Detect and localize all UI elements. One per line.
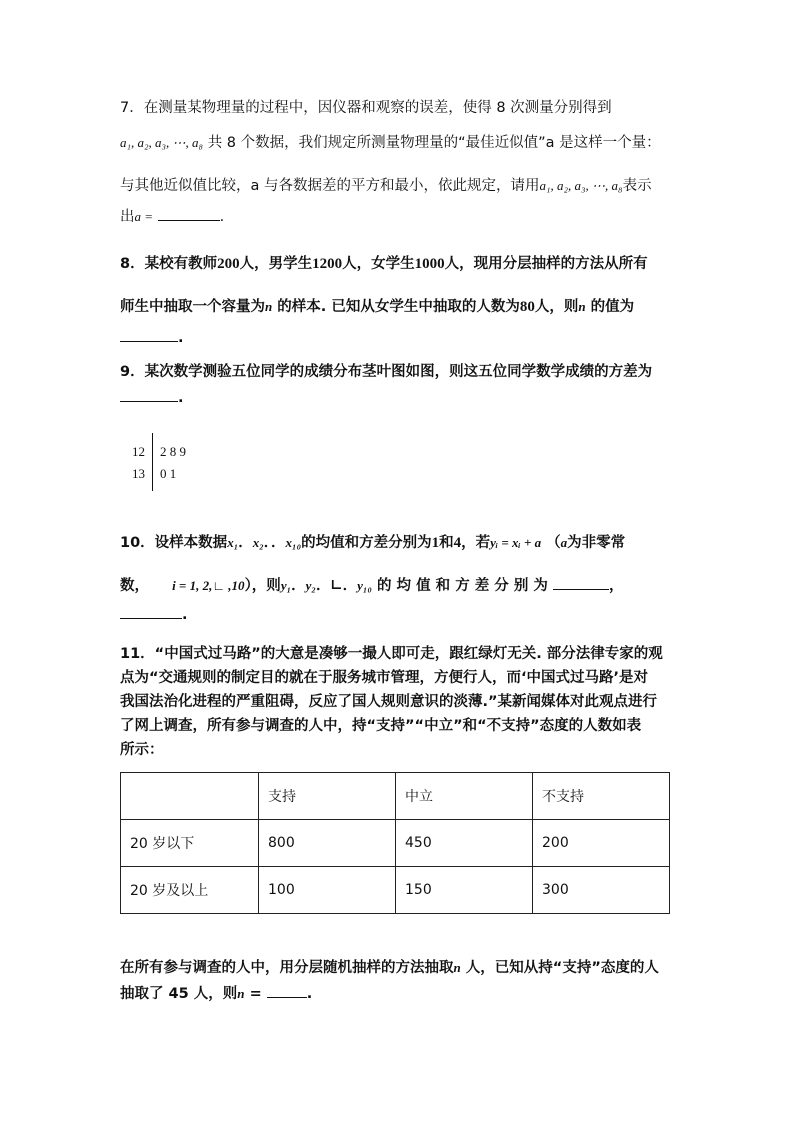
table-header: 不支持 [533, 773, 670, 820]
q10-line3: . [120, 604, 188, 625]
table-cell: 20 岁及以上 [121, 867, 259, 914]
q11-line1: 11．“中国式过马路”的大意是凑够一撮人即可走，跟红绿灯无关. 部分法律专家的观 [120, 646, 663, 662]
q11-answer-blank[interactable] [267, 983, 307, 998]
q11-after-line1: 在所有参与调查的人中，用分层随机抽样的方法抽取n 人，已知从持“支持”态度的人 [120, 960, 659, 976]
q7-vars-2: a₁, a₂, a₃, ⋯, a₈ [539, 178, 623, 193]
table-cell: 20 岁以下 [121, 820, 259, 867]
table-cell: 800 [259, 820, 396, 867]
q11-line2: 点为“交通规则的制定目的就在于服务城市管理，方便行人，而‘中国式过马路’是对 [120, 670, 649, 686]
table-cell [121, 773, 259, 820]
q7-line4: 出a = . [120, 206, 224, 227]
table-cell: 300 [533, 867, 670, 914]
q7-line1: 7．在测量某物理量的过程中，因仪器和观察的误差，使得 8 次测量分别得到 [120, 100, 612, 116]
table-cell: 100 [259, 867, 396, 914]
q11-line5: 所示： [120, 742, 164, 758]
stem-2: 13 [132, 466, 145, 481]
q7-line2: a₁, a₂, a₃, ⋯, a₈ 共 8 个数据，我们规定所测量物理量的“最佳近似值”a 是这样一个量： [120, 135, 661, 151]
q10-mean-blank[interactable] [553, 575, 609, 590]
q8-answer-blank[interactable] [120, 327, 178, 342]
q10-line1: 10．设样本数据x₁．x₂．．x₁₀的均值和方差分别为1和4，若yᵢ = xᵢ + a （a为非零常 [120, 535, 626, 551]
q9-line1: 9．某次数学测验五位同学的成绩分布茎叶图如图，则这五位同学数学成绩的方差为 [120, 364, 653, 380]
table-cell: 450 [396, 820, 533, 867]
q9-line2: . [120, 387, 184, 408]
table-header-row [121, 773, 670, 820]
survey-table [120, 772, 670, 914]
table-row [121, 867, 670, 914]
leaves-1: 2 8 9 [160, 444, 186, 459]
table-header: 支持 [259, 773, 396, 820]
q11-line3: 我国法治化进程的严重阻碍，反应了国人规则意识的淡薄.”某新闻媒体对此观点进行 [120, 694, 658, 710]
table-header: 中立 [396, 773, 533, 820]
q8-line2: 师生中抽取一个容量为n 的样本. 已知从女学生中抽取的人数为80人，则n 的值为 [120, 299, 635, 315]
q10-variance-blank[interactable] [120, 604, 182, 619]
table-row [121, 820, 670, 867]
q7-answer-blank[interactable] [158, 206, 220, 221]
q8-line3: . [120, 327, 184, 348]
q7-line3: 与其他近似值比较，a 与各数据差的平方和最小，依此规定，请用a₁, a₂, a₃, ⋯, a₈表示 [120, 178, 652, 194]
q7-vars: a₁, a₂, a₃, ⋯, a₈ [120, 135, 204, 150]
table-cell: 150 [396, 867, 533, 914]
stem-divider [152, 433, 153, 491]
leaves-2: 0 1 [160, 466, 177, 481]
q11-after-line2: 抽取了 45 人，则n = . [120, 983, 312, 1004]
table-cell: 200 [533, 820, 670, 867]
q9-answer-blank[interactable] [120, 387, 178, 402]
q8-line1: 8．某校有教师200人，男学生1200人，女学生1000人，现用分层抽样的方法从所有 [120, 256, 648, 272]
q11-line4: 了网上调查，所有参与调查的人中，持“支持”“中立”和“不支持”态度的人数如表 [120, 718, 642, 734]
q10-line2: 数， i = 1, 2,∟ ,10），则y₁．y₂．∟．y₁₀ 的 均 值 和 方 差 分 别 为 ， [120, 575, 623, 596]
stem-1: 12 [132, 444, 145, 459]
